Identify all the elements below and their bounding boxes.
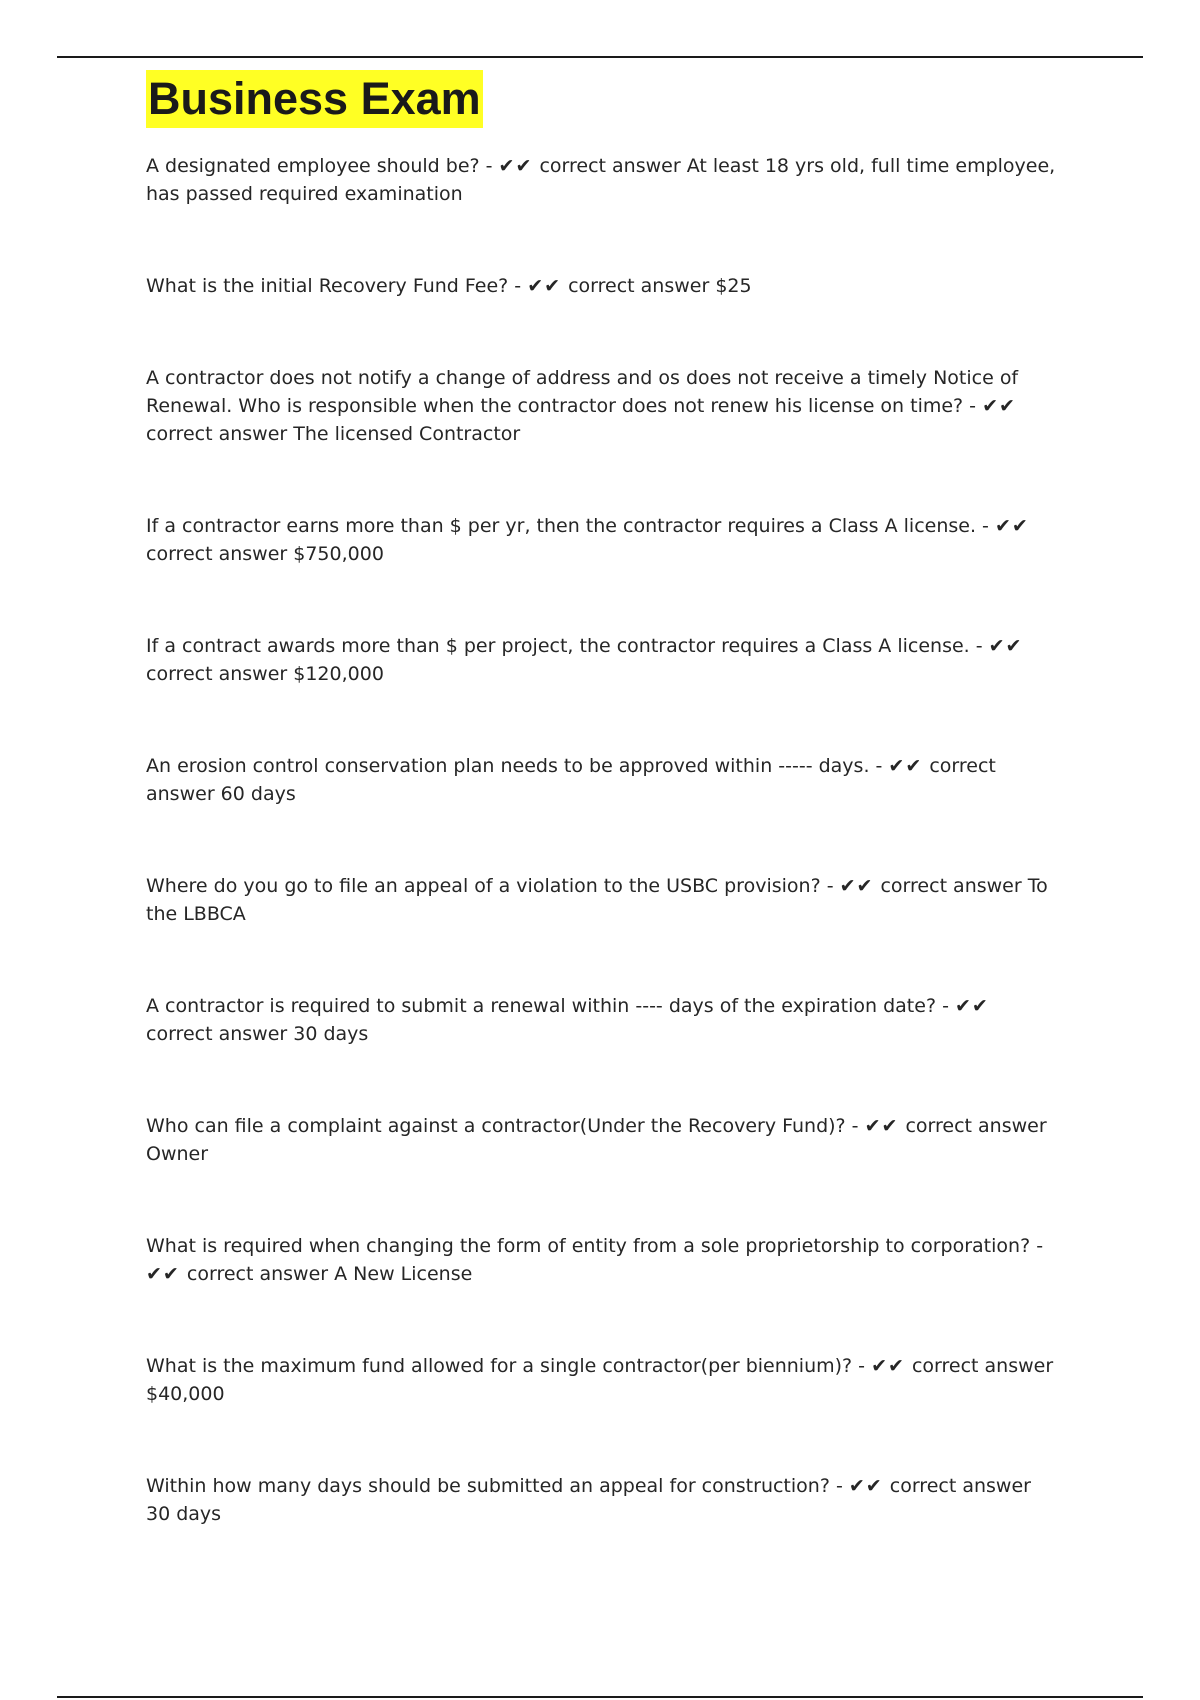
qa-question: What is required when changing the form of entity from a sole proprietorship to corporation? - (146, 1235, 1043, 1257)
qa-item (146, 872, 1060, 928)
qa-item (146, 512, 1060, 568)
qa-item (146, 1472, 1060, 1528)
document-body (146, 70, 1060, 1528)
answer-prefix: correct answer (146, 1023, 288, 1045)
qa-item (146, 364, 1060, 448)
qa-answer: $40,000 (146, 1383, 225, 1405)
answer-prefix: correct answer (880, 875, 1022, 897)
check-icon: ✔✔ (871, 1355, 905, 1377)
check-icon: ✔✔ (864, 1115, 899, 1137)
check-icon: ✔✔ (848, 1475, 883, 1497)
qa-answer: $120,000 (293, 663, 384, 685)
qa-question: Who can file a complaint against a contractor(Under the Recovery Fund)? - (146, 1115, 865, 1137)
bottom-rule (57, 1696, 1143, 1698)
qa-answer: 30 days (146, 1503, 222, 1525)
qa-question: Within how many days should be submitted an appeal for construction? - (146, 1475, 849, 1497)
qa-item (146, 1232, 1060, 1288)
answer-prefix: correct answer (568, 275, 710, 297)
answer-prefix: correct answer (905, 1115, 1047, 1137)
document-title: Business Exam (146, 70, 483, 128)
qa-item (146, 752, 1060, 808)
qa-answer: 60 days (220, 783, 296, 805)
qa-question: A designated employee should be? - (146, 155, 499, 177)
top-rule (57, 56, 1143, 58)
check-icon: ✔✔ (988, 635, 1023, 657)
qa-item (146, 152, 1060, 208)
qa-question: What is the maximum fund allowed for a single contractor(per biennium)? - (146, 1355, 871, 1377)
qa-answer: $750,000 (293, 543, 384, 565)
qa-answer: The licensed Contractor (293, 423, 521, 445)
qa-question: A contractor is required to submit a renewal within ---- days of the expiration date? - (146, 995, 955, 1017)
qa-answer: 30 days (293, 1023, 369, 1045)
answer-prefix: correct answer (911, 1355, 1054, 1377)
answer-prefix: correct answer (146, 663, 288, 685)
qa-answer: A New License (334, 1263, 473, 1285)
qa-answer: At least 18 yrs old, full time employee, has passed required examination (146, 155, 1056, 205)
check-icon: ✔✔ (888, 755, 923, 777)
qa-item (146, 1352, 1060, 1408)
answer-prefix: correct answer (146, 755, 996, 805)
answer-prefix: correct answer (146, 543, 288, 565)
check-icon: ✔✔ (954, 995, 989, 1017)
check-icon: ✔✔ (994, 515, 1029, 537)
check-icon: ✔✔ (839, 875, 874, 897)
qa-item (146, 632, 1060, 688)
qa-answer: To the LBBCA (146, 875, 1048, 925)
answer-prefix: correct answer (539, 155, 681, 177)
check-icon: ✔✔ (498, 155, 533, 177)
check-icon: ✔✔ (527, 275, 562, 297)
qa-question: A contractor does not notify a change of address and os does not receive a timely Notice of Renewal. Who is responsible when the contractor does not renew his license on time? - (146, 367, 1018, 417)
check-icon: ✔✔ (982, 395, 1016, 417)
answer-prefix: correct answer (889, 1475, 1031, 1497)
qa-item (146, 992, 1060, 1048)
qa-answer: Owner (146, 1143, 209, 1165)
qa-item (146, 272, 1060, 300)
qa-question: If a contract awards more than $ per project, the contractor requires a Class A license. - (146, 635, 989, 657)
qa-question: Where do you go to file an appeal of a violation to the USBC provision? - (146, 875, 840, 897)
answer-prefix: correct answer (186, 1263, 329, 1285)
qa-item (146, 1112, 1060, 1168)
qa-answer: $25 (715, 275, 752, 297)
answer-prefix: correct answer (146, 423, 288, 445)
qa-question: If a contractor earns more than $ per yr, then the contractor requires a Class A license. - (146, 515, 995, 537)
qa-question: What is the initial Recovery Fund Fee? - (146, 275, 527, 297)
check-icon: ✔✔ (146, 1263, 180, 1285)
qa-question: An erosion control conservation plan needs to be approved within ----- days. - (146, 755, 888, 777)
qa-list (146, 152, 1060, 1528)
